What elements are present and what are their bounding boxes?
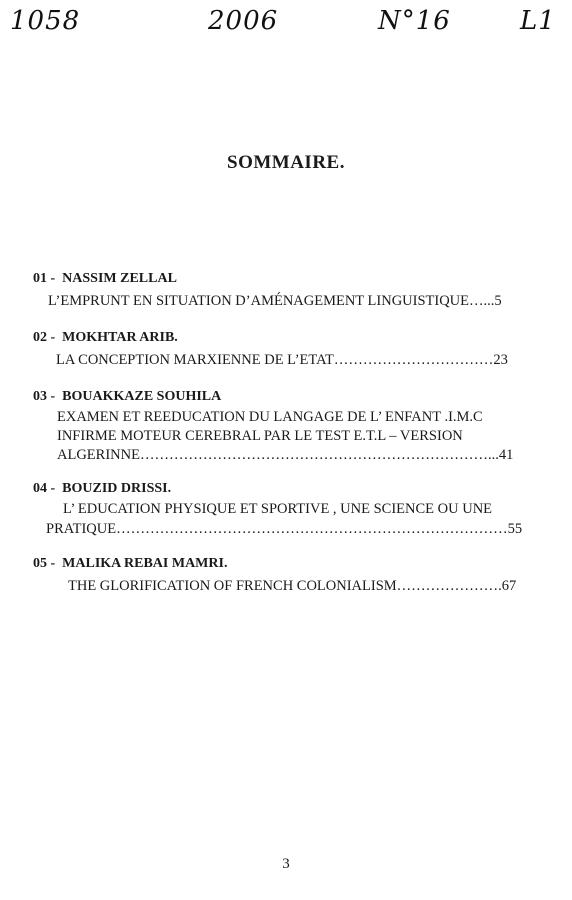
entry-author: MALIKA REBAI MAMRI. [62, 556, 228, 571]
handwritten-code: L1 [520, 6, 556, 36]
entry-title-line: PRATIQUE………………………………………………………………………55 [46, 521, 523, 537]
entry-number: 03 - [33, 389, 56, 404]
entry-title-line: ALGERINNE………………………………………………………………...41 [57, 447, 514, 463]
toc-entry-header [33, 271, 177, 287]
entry-number: 01 - [33, 271, 56, 286]
entry-author: MOKHTAR ARIB. [62, 330, 178, 345]
toc-entry-header [33, 556, 227, 572]
entry-title-line: INFIRME MOTEUR CEREBRAL PAR LE TEST E.T.L – VERSION [57, 428, 463, 444]
entry-title-line: EXAMEN ET REEDUCATION DU LANGAGE DE L’ ENFANT .I.M.C [57, 409, 483, 425]
toc-entry-header [33, 481, 171, 497]
entry-title-line: L’ EDUCATION PHYSIQUE ET SPORTIVE , UNE SCIENCE OU UNE [63, 501, 493, 517]
entry-author: BOUZID DRISSI. [62, 481, 172, 496]
handwritten-issue: N°16 [378, 6, 451, 36]
page-number: 3 [282, 856, 290, 872]
entry-number: 04 - [33, 481, 56, 496]
page-title: SOMMAIRE. [227, 152, 345, 173]
entry-title-line: LA CONCEPTION MARXIENNE DE L’ETAT……………………………23 [56, 352, 508, 368]
entry-title-line: THE GLORIFICATION OF FRENCH COLONIALISM………………….67 [68, 578, 517, 594]
handwritten-ref-number: 1058 [10, 6, 81, 36]
toc-entry-header [33, 389, 221, 405]
entry-author: NASSIM ZELLAL [62, 271, 177, 286]
toc-entry-header [33, 330, 178, 346]
entry-title-line: L’EMPRUNT EN SITUATION D’AMÉNAGEMENT LINGUISTIQUE…...5 [48, 293, 502, 309]
handwritten-year: 2006 [208, 6, 279, 36]
entry-number: 02 - [33, 330, 56, 345]
entry-number: 05 - [33, 556, 56, 571]
entry-author: BOUAKKAZE SOUHILA [62, 389, 222, 404]
